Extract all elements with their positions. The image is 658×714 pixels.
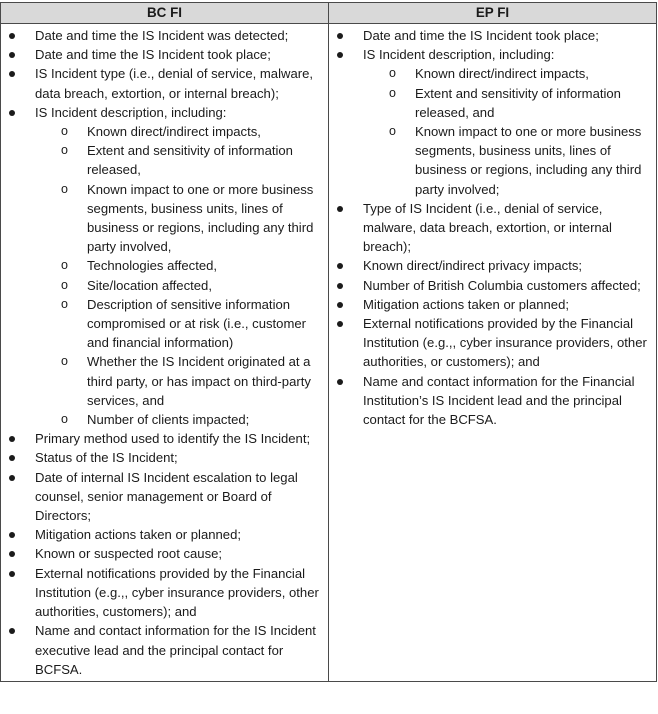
list-item-text: Name and contact information for the Financial Institution’s IS Incident lead and the principal contact for the BCFSA. xyxy=(363,373,635,428)
sub-list-item xyxy=(35,410,322,429)
bullet-icon xyxy=(337,283,343,289)
bullet-icon xyxy=(9,52,15,58)
list-item xyxy=(5,64,322,102)
ep-fi-cell xyxy=(329,24,657,682)
list-item-text: External notifications provided by the Financial Institution (e.g.,, cyber insurance providers, other authorities, customers); and xyxy=(35,565,319,620)
sub-list-item xyxy=(35,180,322,257)
circle-bullet-icon: o xyxy=(61,412,68,427)
bullet-icon xyxy=(337,206,343,212)
sub-list-item xyxy=(363,84,650,122)
bullet-icon xyxy=(337,302,343,308)
circle-bullet-icon: o xyxy=(61,258,68,273)
sub-list-item xyxy=(363,64,650,83)
bullet-icon xyxy=(9,628,15,634)
bullet-icon xyxy=(9,455,15,461)
circle-bullet-icon: o xyxy=(389,85,396,100)
sub-list-item-text: Extent and sensitivity of information released, and xyxy=(415,85,621,120)
list-item xyxy=(5,544,322,563)
bullet-icon xyxy=(337,379,343,385)
bullet-icon xyxy=(9,33,15,39)
sub-list-item xyxy=(35,122,322,141)
circle-bullet-icon: o xyxy=(61,354,68,369)
list-item-text: External notifications provided by the Financial Institution (e.g.,, cyber insurance providers, other authorities, or customers); and xyxy=(363,316,647,370)
list-item-text: Known direct/indirect privacy impacts; xyxy=(363,258,583,274)
sub-list-item xyxy=(35,295,322,353)
bullet-icon xyxy=(9,532,15,538)
bullet-icon xyxy=(9,571,15,577)
sub-list-item-text: Site/location affected, xyxy=(87,277,212,293)
bc-fi-cell xyxy=(1,24,329,682)
sub-list-item-text: Known impact to one or more business segments, business units, lines of business or regions, including any third party involved; xyxy=(415,124,642,197)
list-item xyxy=(5,525,322,544)
list-item xyxy=(333,314,650,372)
sub-list-item-text: Extent and sensitivity of information released, xyxy=(87,143,293,178)
content-row xyxy=(1,24,657,682)
circle-bullet-icon: o xyxy=(61,143,68,158)
list-item xyxy=(333,45,650,199)
column-header-ep-fi: EP FI xyxy=(329,3,657,24)
sub-list xyxy=(35,122,322,429)
sub-list-item-text: Description of sensitive information compromised or at risk (i.e., customer and financial information) xyxy=(87,296,307,351)
list-item xyxy=(5,448,322,467)
list-item xyxy=(333,295,650,314)
list-item-text: Date of internal IS Incident escalation to legal counsel, senior management or Board of Directors; xyxy=(35,469,298,524)
bullet-icon xyxy=(9,436,15,442)
bc-fi-list xyxy=(5,26,322,679)
sub-list-item-text: Known impact to one or more business segments, business units, lines of business or regions, including any third party involved, xyxy=(87,181,314,255)
sub-list-item-text: Number of clients impacted; xyxy=(87,412,250,428)
list-item-text: IS Incident description, including: xyxy=(363,47,555,63)
list-item-text: Name and contact information for the IS Incident executive lead and the principal contact for BCFSA. xyxy=(35,623,316,677)
requirements-table xyxy=(0,2,657,682)
bullet-icon xyxy=(337,263,343,269)
sub-list-item-text: Technologies affected, xyxy=(87,258,218,274)
sub-list-item-text: Known direct/indirect impacts, xyxy=(415,66,589,82)
list-item xyxy=(5,45,322,64)
header-row xyxy=(1,3,657,24)
list-item-text: Primary method used to identify the IS Incident; xyxy=(35,431,311,447)
list-item-text: Number of British Columbia customers affected; xyxy=(363,277,641,293)
sub-list-item xyxy=(35,276,322,295)
circle-bullet-icon: o xyxy=(389,124,396,139)
bullet-icon xyxy=(337,52,343,58)
bullet-icon xyxy=(9,475,15,481)
ep-fi-list xyxy=(333,26,650,429)
list-item-text: Date and time the IS Incident took place; xyxy=(35,47,271,63)
circle-bullet-icon: o xyxy=(61,296,68,311)
list-item-text: Known or suspected root cause; xyxy=(35,546,223,562)
sub-list-item-text: Known direct/indirect impacts, xyxy=(87,124,261,140)
sub-list-item xyxy=(35,141,322,179)
bullet-icon xyxy=(337,33,343,39)
list-item xyxy=(333,26,650,45)
list-item xyxy=(5,26,322,45)
bullet-icon xyxy=(9,71,15,77)
list-item xyxy=(5,564,322,622)
list-item xyxy=(333,199,650,257)
list-item-text: Date and time the IS Incident took place; xyxy=(363,28,599,43)
list-item-text: Mitigation actions taken or planned; xyxy=(363,296,569,312)
bullet-icon xyxy=(9,110,15,116)
list-item xyxy=(333,256,650,275)
list-item xyxy=(333,372,650,430)
sub-list-item xyxy=(35,352,322,410)
list-item-text: Mitigation actions taken or planned; xyxy=(35,527,241,543)
bullet-icon xyxy=(337,321,343,327)
list-item xyxy=(5,103,322,429)
list-item xyxy=(333,276,650,295)
circle-bullet-icon: o xyxy=(61,124,68,139)
column-header-bc-fi: BC FI xyxy=(1,3,329,24)
list-item-text: IS Incident description, including: xyxy=(35,104,227,120)
circle-bullet-icon: o xyxy=(61,277,68,292)
list-item-text: Date and time the IS Incident was detected; xyxy=(35,28,289,43)
sub-list-item xyxy=(363,122,650,199)
list-item xyxy=(5,621,322,679)
bullet-icon xyxy=(9,551,15,557)
circle-bullet-icon: o xyxy=(61,181,68,196)
sub-list-item-text: Whether the IS Incident originated at a third party, or has impact on third-party services, and xyxy=(87,354,311,408)
sub-list xyxy=(363,64,650,198)
list-item xyxy=(5,468,322,526)
list-item xyxy=(5,429,322,448)
list-item-text: IS Incident type (i.e., denial of service, malware, data breach, extortion, or internal breach); xyxy=(35,66,314,101)
list-item-text: Type of IS Incident (i.e., denial of service, malware, data breach, extortion, or internal breach); xyxy=(363,200,612,255)
circle-bullet-icon: o xyxy=(389,66,396,81)
list-item-text: Status of the IS Incident; xyxy=(35,450,178,466)
sub-list-item xyxy=(35,256,322,275)
